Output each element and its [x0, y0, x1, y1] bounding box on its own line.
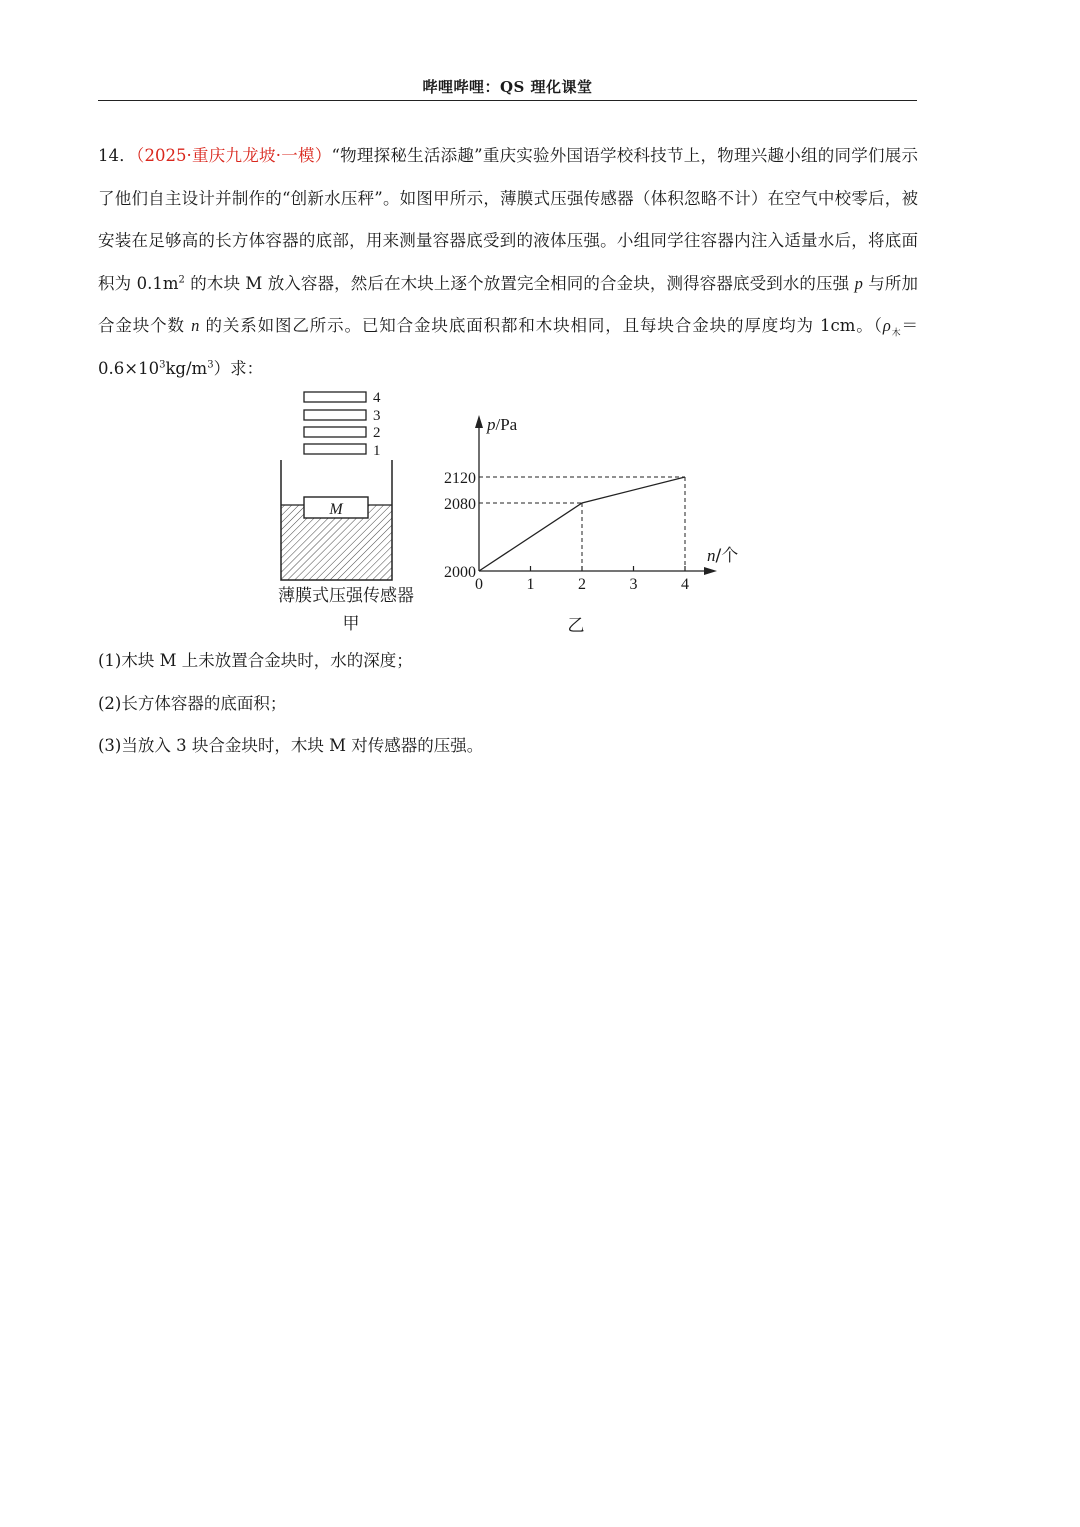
problem-text-1: “物理探秘生活添趣”重庆实验外国语学校科技节上，物理兴趣小组的同学们展示了他们自主设计并制作的“创新水压秤”。如图甲所示，薄膜式压强传感器（体积忽略不计）在空气中校零后，被安装在足够高的长方体容器的底部，用来测量容器底受到的液体压强。小组同学往容器内注入适量水后，将底面积为 0.1m — [98, 146, 919, 293]
x-axis-arrow — [704, 567, 717, 575]
figure-svg — [260, 388, 760, 640]
sensor-label: 薄膜式压强传感器 — [278, 586, 414, 606]
figure-area — [260, 388, 760, 640]
x-tick-group — [475, 566, 689, 593]
alloy-block-2 — [304, 427, 366, 437]
alloy-block-4 — [304, 392, 366, 402]
x-axis-var: n — [707, 546, 716, 565]
alloy-block-3 — [304, 410, 366, 420]
question-1: (1)木块 M 上未放置合金块时，水的深度； — [98, 651, 413, 670]
var-n: n — [191, 316, 200, 335]
question-3: (3)当放入 3 块合金块时，木块 M 对传感器的压强。 — [98, 736, 484, 755]
x-tick-label: 3 — [629, 576, 638, 593]
problem-text-2: 的木块 M 放入容器，然后在木块上逐个放置完全相同的合金块，测得容器底受到水的压强 — [184, 273, 855, 293]
block-label-2: 2 — [373, 425, 381, 441]
problem-text-4: 的关系如图乙所示。已知合金块底面积都和木块相同，且每块合金块的厚度均为 1cm。（ — [199, 316, 883, 335]
density-exponent: 3 — [159, 359, 166, 370]
alloy-block-1 — [304, 444, 366, 454]
block-label-1: 1 — [373, 443, 381, 459]
y-tick-label: 2000 — [444, 564, 476, 581]
question-list — [98, 640, 918, 768]
x-axis-label — [707, 546, 738, 566]
question-2: (2)长方体容器的底面积； — [98, 693, 287, 713]
problem-statement — [98, 135, 918, 390]
area-exponent: 2 — [178, 274, 185, 285]
figure-yi — [444, 415, 738, 636]
y-axis-label — [486, 415, 518, 434]
rho-symbol: ρ — [882, 316, 891, 335]
var-p: p — [854, 273, 863, 293]
x-tick-label: 0 — [475, 576, 483, 593]
page-header: 哔哩哔哩：QS 理化课堂 — [422, 78, 593, 96]
problem-text-5: ＝0.6×10 — [98, 316, 919, 378]
y-axis-unit: /Pa — [495, 415, 518, 434]
problem-text-6: kg/m — [165, 358, 208, 378]
y-tick-group — [444, 470, 476, 581]
block-label-3: 3 — [373, 408, 381, 424]
block-label-4: 4 — [373, 390, 381, 406]
y-tick-label: 2080 — [444, 496, 476, 513]
y-axis-var: p — [487, 415, 496, 434]
problem-text-7: ）求： — [213, 358, 264, 378]
problem-number: 14． — [98, 146, 136, 165]
volume-exponent: 3 — [207, 359, 214, 370]
x-tick-label: 2 — [578, 576, 586, 593]
guide-lines — [479, 477, 685, 571]
x-axis-unit: /个 — [715, 546, 739, 566]
rho-subscript: 木 — [890, 328, 902, 339]
caption-yi: 乙 — [567, 616, 585, 636]
wood-label: M — [329, 501, 343, 518]
figure-jia — [278, 390, 414, 634]
x-tick-label: 4 — [681, 576, 689, 593]
header-rule — [98, 100, 917, 101]
problem-text-3: 与所加合金块个数 — [98, 273, 919, 335]
y-axis-arrow — [475, 415, 483, 428]
caption-jia: 甲 — [342, 614, 360, 634]
x-tick-label: 1 — [526, 576, 535, 593]
problem-source: （2025·重庆九龙坡·一模） — [136, 146, 332, 165]
y-tick-label: 2120 — [444, 470, 476, 487]
